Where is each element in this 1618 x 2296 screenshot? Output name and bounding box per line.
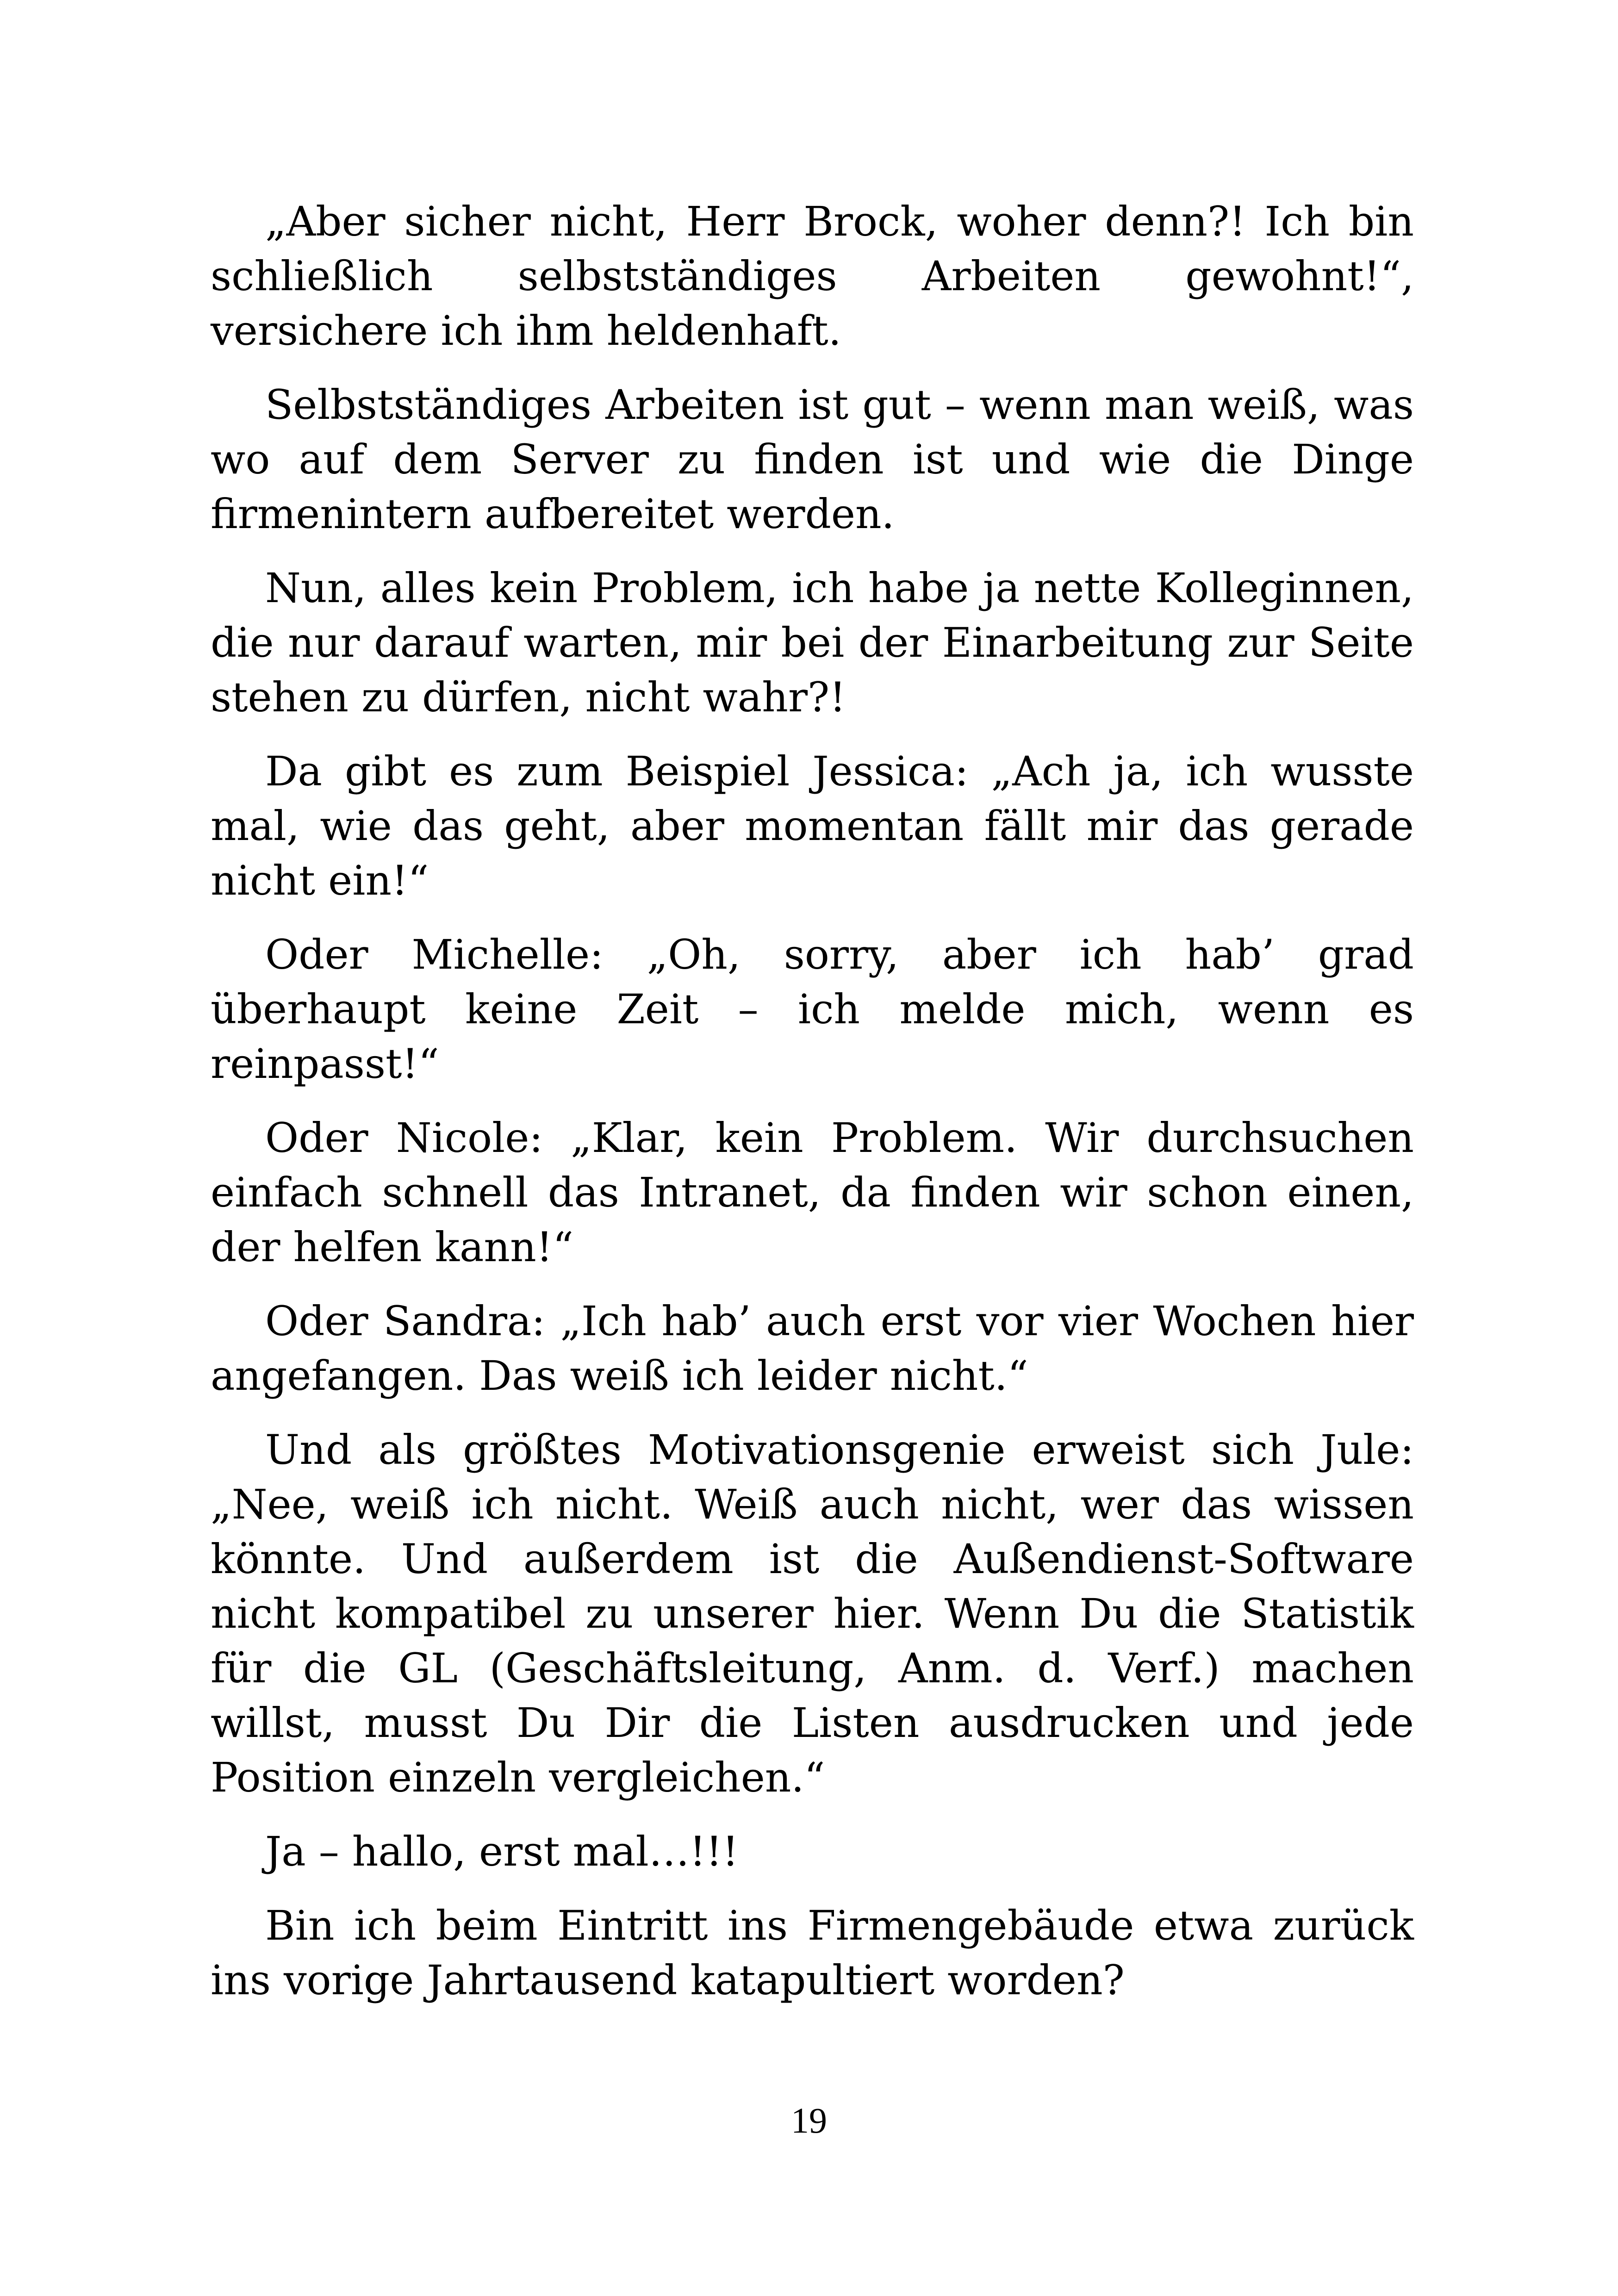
body-text (211, 194, 1414, 2008)
paragraph-6: Oder Nicole: „Klar, kein Problem. Wir durchsuchen einfach schnell das Intranet, da finden wir schon einen, der helfen kann!“ (211, 1114, 1414, 1271)
paragraph-1: „Aber sicher nicht, Herr Brock, woher denn?! Ich bin schließlich selbstständiges Arbeiten gewohnt!“, versichere ich ihm heldenhaft. (211, 198, 1414, 355)
paragraph-3: Nun, alles kein Problem, ich habe ja nette Kolleginnen, die nur darauf warten, mir bei der Einarbeitung zur Seite stehen zu dürfen, nicht wahr?! (211, 564, 1414, 721)
page-number: 19 (791, 2100, 827, 2140)
paragraph-7: Oder Sandra: „Ich hab’ auch erst vor vier Wochen hier angefangen. Das weiß ich leider nicht.“ (211, 1297, 1414, 1400)
paragraph-8: Und als größtes Motivationsgenie erweist sich Jule: „Nee, weiß ich nicht. Weiß auch nicht, wer das wissen könnte. Und außerdem ist die Außendienst-Software nicht kompatibel zu unserer hier. Wenn Du die Statistik für die GL (Geschäftsleitung, Anm. d. Verf.) machen willst, musst Du Dir die Listen ausdrucken und jede Position einzeln vergleichen.“ (211, 1426, 1414, 1801)
paragraph-2: Selbstständiges Arbeiten ist gut – wenn man weiß, was wo auf dem Server zu finden ist und wie die Dinge firmenintern aufbereitet werden. (211, 381, 1414, 538)
paragraph-9: Ja – hallo, erst mal…!!! (265, 1828, 739, 1875)
paragraph-4: Da gibt es zum Beispiel Jessica: „Ach ja, ich wusste mal, wie das geht, aber momentan fällt mir das gerade nicht ein!“ (211, 747, 1414, 904)
paragraph-5: Oder Michelle: „Oh, sorry, aber ich hab’ grad überhaupt keine Zeit – ich melde mich, wenn es reinpasst!“ (211, 931, 1414, 1088)
paragraph-10: Bin ich beim Eintritt ins Firmengebäude etwa zurück ins vorige Jahrtausend katapultiert worden? (211, 1902, 1414, 2004)
